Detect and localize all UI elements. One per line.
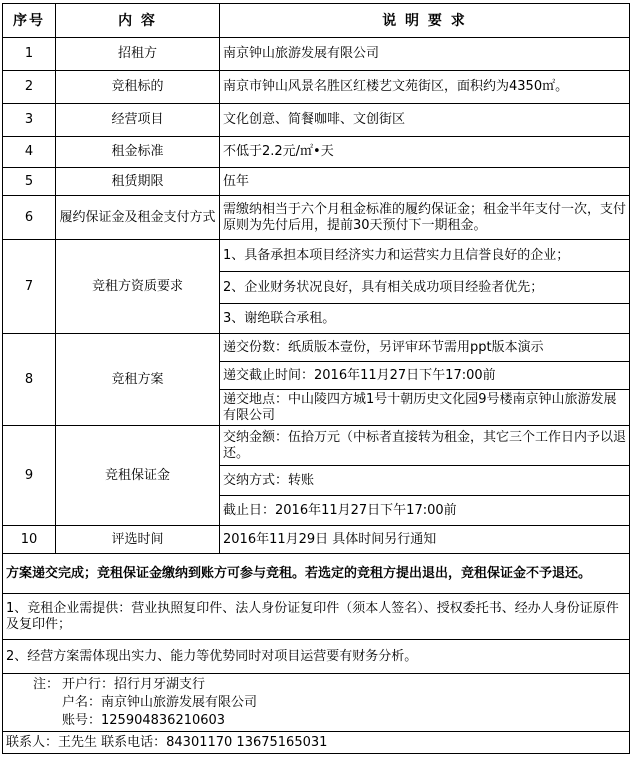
header-content: 内 容: [56, 4, 220, 38]
proposal-line: 递交截止时间：2016年11月27日下午17:00前: [220, 362, 630, 390]
row-item: 招租方: [56, 38, 220, 71]
note-row: [3, 594, 630, 640]
deposit-line: 交纳方式：转账: [220, 466, 630, 496]
table-row: [3, 240, 630, 272]
note-row: [3, 640, 630, 674]
row-item: 租金标准: [56, 137, 220, 168]
requirement-line: 2、企业财务状况良好，具有相关成功项目经验者优先；: [220, 272, 630, 304]
bid-notice: 方案递交完成；竞租保证金缴纳到账方可参与竞租。若选定的竞租方提出退出，竞租保证金不予退还。: [3, 554, 630, 594]
row-item: 履约保证金及租金支付方式: [56, 196, 220, 240]
requirement-line: 3、谢绝联合承租。: [220, 304, 630, 334]
row-description: 需缴纳相当于六个月租金标准的履约保证金；租金半年支付一次，支付原则为先付后用，提前30天预付下一期租金。: [220, 196, 630, 240]
row-number: 8: [3, 334, 56, 426]
proposal-line: 递交份数：纸质版本壹份，另评审环节需用ppt版本演示: [220, 334, 630, 362]
requirement-line: 1、具备承担本项目经济实力和运营实力且信誉良好的企业；: [220, 240, 630, 272]
deposit-line: 截止日：2016年11月27日下午17:00前: [220, 496, 630, 526]
row-number: 3: [3, 104, 56, 137]
row-number: 4: [3, 137, 56, 168]
table-row: [3, 334, 630, 362]
header-row: [3, 4, 630, 38]
row-item: 经营项目: [56, 104, 220, 137]
bank-opening: 开户行：招行月牙湖支行: [62, 677, 206, 692]
notice-row: [3, 554, 630, 594]
table-row: [3, 104, 630, 137]
note-label: 注：: [32, 677, 59, 692]
row-description: 文化创意、简餐咖啡、文创街区: [220, 104, 630, 137]
bid-requirements-table: [2, 3, 630, 754]
row-number: 7: [3, 240, 56, 334]
table-row: [3, 196, 630, 240]
note-documents: 1、竞租企业需提供：营业执照复印件、法人身份证复印件（须本人签名）、授权委托书、经办人身份证原件及复印件；: [3, 594, 630, 640]
deposit-line: 交纳金额：伍拾万元（中标者直接转为租金，其它三个工作日内予以退还。: [220, 426, 630, 466]
row-number: 9: [3, 426, 56, 526]
table-row: [3, 38, 630, 71]
note-plan: 2、经营方案需体现出实力、能力等优势同时对项目运营要有财务分析。: [3, 640, 630, 674]
row-description: 南京钟山旅游发展有限公司: [220, 38, 630, 71]
row-item: 评选时间: [56, 526, 220, 554]
row-item: 租赁期限: [56, 168, 220, 196]
row-item: 竞租方案: [56, 334, 220, 426]
row-number: 10: [3, 526, 56, 554]
header-no: 序号: [3, 4, 56, 38]
bank-info-row: [3, 674, 630, 732]
table-row: [3, 71, 630, 104]
row-description: 伍年: [220, 168, 630, 196]
table-row: [3, 168, 630, 196]
contact-info: 联系人：王先生 联系电话：84301170 13675165031: [3, 732, 630, 754]
proposal-line: 递交地点：中山陵四方城1号十朝历史文化园9号楼南京钟山旅游发展有限公司: [220, 390, 630, 426]
row-number: 1: [3, 38, 56, 71]
table-row: [3, 526, 630, 554]
row-item: 竞租标的: [56, 71, 220, 104]
row-description: 南京市钟山风景名胜区红楼艺文苑街区，面积约为4350㎡。: [220, 71, 630, 104]
row-description: 不低于2.2元/㎡•天: [220, 137, 630, 168]
row-item: 竞租方资质要求: [56, 240, 220, 334]
row-number: 2: [3, 71, 56, 104]
contact-row: [3, 732, 630, 754]
table-row: [3, 426, 630, 466]
row-number: 5: [3, 168, 56, 196]
bank-account-name: 户名：南京钟山旅游发展有限公司: [62, 695, 258, 710]
table-row: [3, 137, 630, 168]
bank-account-number: 账号：125904836210603: [62, 713, 226, 728]
row-item: 竞租保证金: [56, 426, 220, 526]
header-description: 说 明 要 求: [220, 4, 630, 38]
row-description: 2016年11月29日 具体时间另行通知: [220, 526, 630, 554]
row-number: 6: [3, 196, 56, 240]
bank-details: [59, 675, 257, 730]
